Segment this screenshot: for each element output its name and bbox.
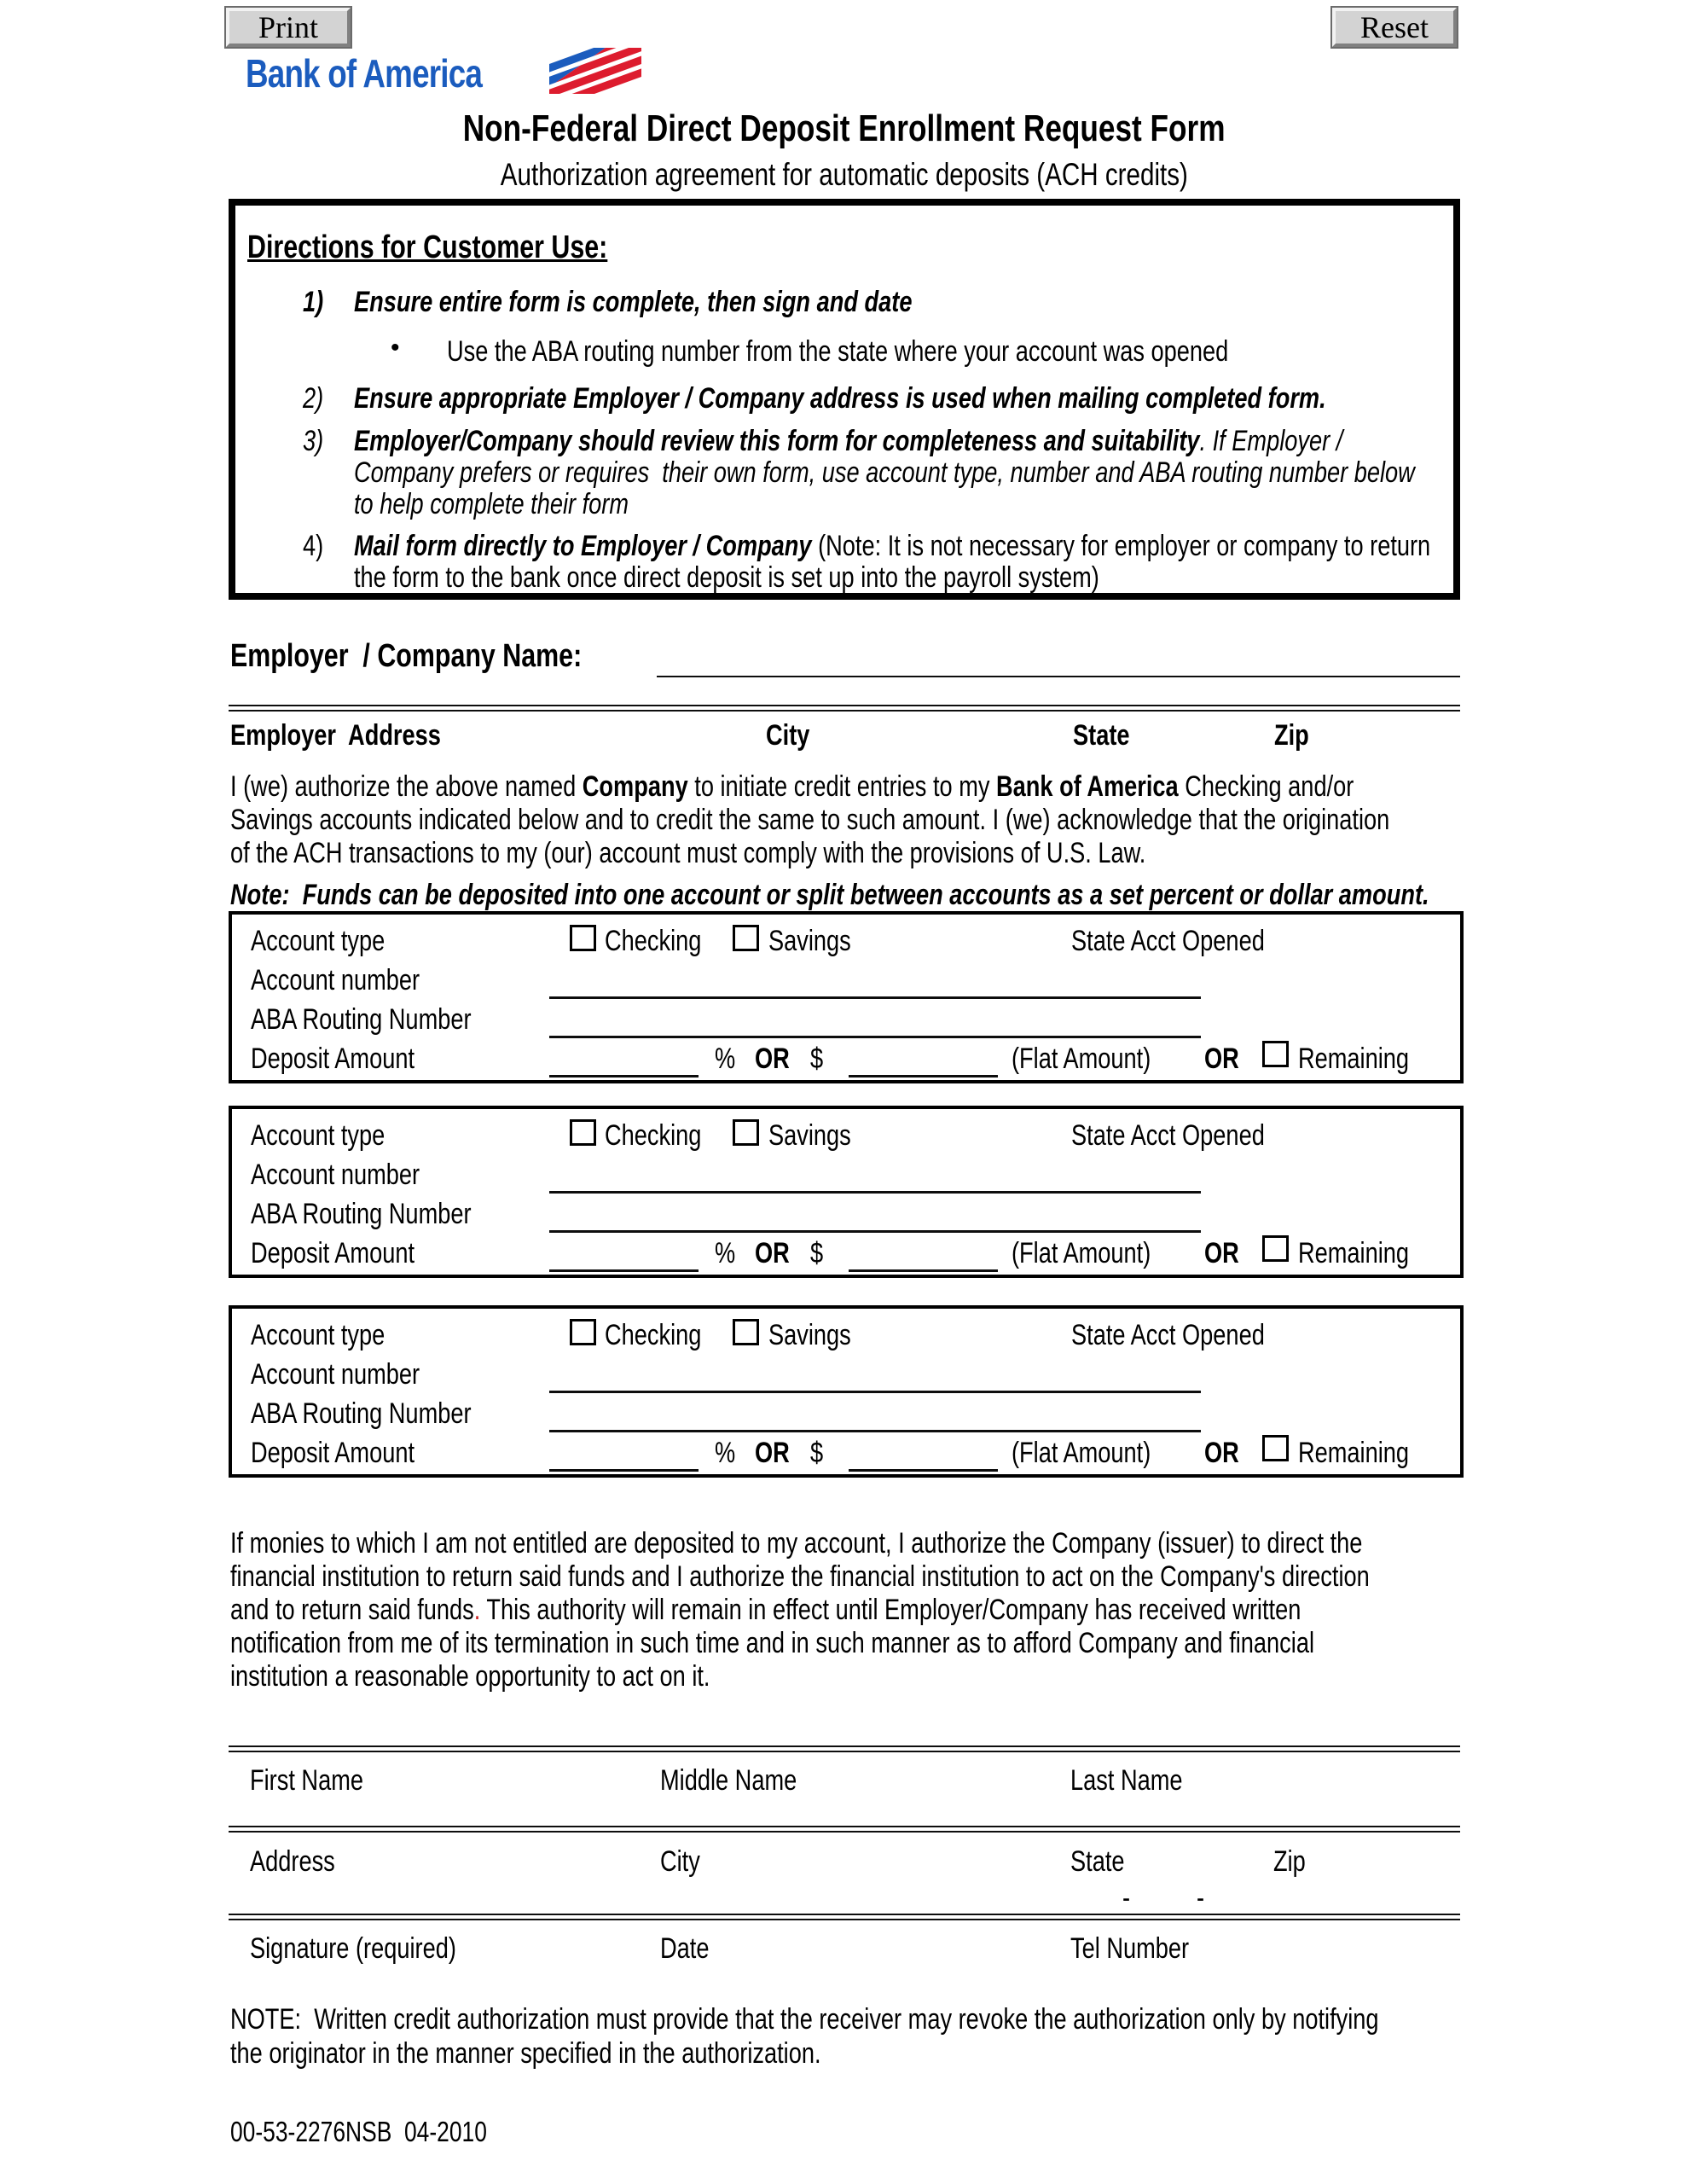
aba-routing-label: ABA Routing Number [251,1397,472,1430]
employer-address-label: Employer Address [230,719,441,752]
form-number: 00-53-2276NSB 04-2010 [230,2116,487,2147]
print-button[interactable]: Print [226,8,351,47]
checking-label: Checking [605,1319,702,1351]
percent-sign: % [715,1043,736,1075]
employer-state-label: State [1073,719,1130,752]
account-number-field[interactable] [549,1191,1201,1194]
percent-sign: % [715,1437,736,1469]
or-label: OR [1204,1237,1239,1269]
state-label: State [1070,1845,1125,1878]
percent-field[interactable] [549,1269,699,1272]
remaining-label: Remaining [1298,1437,1410,1469]
account-number-label: Account number [251,964,420,996]
remaining-checkbox[interactable] [1262,1435,1289,1461]
address-entry-row[interactable] [229,1833,1460,1914]
account-number-field[interactable] [549,996,1201,999]
checking-checkbox[interactable] [570,1119,596,1146]
dollar-sign: $ [810,1237,824,1269]
dollar-sign: $ [810,1043,824,1075]
state-acct-opened-label: State Acct Opened [1071,925,1265,957]
zip-label: Zip [1273,1845,1306,1878]
split-note: Note: Funds can be deposited into one account or split between accounts as a set percent or dollar amount. [230,879,1429,911]
savings-checkbox[interactable] [733,1119,759,1146]
flat-amount-field[interactable] [849,1269,998,1272]
percent-field[interactable] [549,1469,699,1472]
account-box-3 [229,1305,1464,1478]
first-name-label: First Name [250,1764,363,1797]
checking-label: Checking [605,1119,702,1152]
remaining-checkbox[interactable] [1262,1041,1289,1067]
address-label: Address [250,1845,335,1878]
employer-company-name-label: Employer / Company Name: [230,638,583,674]
direction-item-4-number: 4) [303,530,324,562]
divider [229,1914,1460,1920]
auth-line-3: of the ACH transactions to my (our) account must comply with the provisions of U.S. Law. [230,837,1146,869]
date-label: Date [660,1932,710,1965]
or-label: OR [1204,1437,1239,1469]
monies-line-5: institution a reasonable opportunity to act on it. [230,1660,710,1693]
or-label: OR [1204,1043,1239,1075]
flat-amount-field[interactable] [849,1075,998,1077]
aba-routing-label: ABA Routing Number [251,1003,472,1036]
checking-checkbox[interactable] [570,1319,596,1345]
remaining-checkbox[interactable] [1262,1235,1289,1262]
middle-name-label: Middle Name [660,1764,797,1797]
flat-amount-label: (Flat Amount) [1012,1437,1151,1469]
remaining-label: Remaining [1298,1237,1410,1269]
flat-amount-label: (Flat Amount) [1012,1237,1151,1269]
direction-item-2: Ensure appropriate Employer / Company address is used when mailing completed form. [354,382,1326,415]
aba-routing-field[interactable] [549,1430,1201,1432]
flat-amount-label: (Flat Amount) [1012,1043,1151,1075]
account-number-label: Account number [251,1159,420,1191]
savings-checkbox[interactable] [733,925,759,951]
logo-text: Bank of America [246,50,483,96]
direction-item-3-line-3: to help complete their form [354,488,629,520]
aba-routing-label: ABA Routing Number [251,1198,472,1230]
dollar-sign: $ [810,1437,824,1469]
state-acct-opened-label: State Acct Opened [1071,1119,1265,1152]
monies-line-3: and to return said funds. This authority will remain in effect until Employer/Company has received written [230,1594,1301,1626]
monies-line-4: notification from me of its termination in such time and in such manner as to afford Company and financial [230,1627,1314,1659]
reset-button[interactable]: Reset [1332,8,1457,47]
name-entry-row[interactable] [229,1752,1460,1824]
monies-line-2: financial institution to return said funds and I authorize the financial institution to act on the Company's direction [230,1560,1370,1593]
or-label: OR [755,1043,790,1075]
remaining-label: Remaining [1298,1043,1410,1075]
tel-number-label: Tel Number [1070,1932,1190,1965]
authorization-paragraph [230,770,1679,870]
state-acct-opened-label: State Acct Opened [1071,1319,1265,1351]
percent-sign: % [715,1237,736,1269]
footer-note-line-2: the originator in the manner specified in the authorization. [230,2037,821,2070]
deposit-amount-label: Deposit Amount [251,1043,415,1075]
direction-item-4-line-1: Mail form directly to Employer / Company (Note: It is not necessary for employer or company to return [354,530,1431,562]
tel-dash-1: - [1122,1882,1131,1914]
deposit-amount-label: Deposit Amount [251,1237,415,1269]
last-name-label: Last Name [1070,1764,1183,1797]
auth-line-1: I (we) authorize the above named Company to initiate credit entries to my Bank of America Checking and/or [230,770,1354,803]
direction-item-3-line-1: Employer/Company should review this form for completeness and suitability. If Employer / [354,425,1343,457]
page-subtitle: Authorization agreement for automatic deposits (ACH credits) [500,157,1189,192]
divider [229,1745,1460,1752]
direction-item-3-number: 3) [303,425,324,457]
account-type-label: Account type [251,1119,386,1152]
percent-field[interactable] [549,1075,699,1077]
tel-dash-2: - [1197,1882,1205,1914]
or-label: OR [755,1237,790,1269]
aba-routing-field[interactable] [549,1230,1201,1233]
account-number-field[interactable] [549,1391,1201,1393]
direction-bullet-text: Use the ABA routing number from the state where your account was opened [447,335,1229,368]
savings-checkbox[interactable] [733,1319,759,1345]
city-label: City [660,1845,700,1878]
account-box-2 [229,1106,1464,1278]
employer-city-label: City [766,719,810,752]
aba-routing-field[interactable] [549,1036,1201,1038]
bofa-flag-icon [549,48,641,98]
direction-item-3-line-2: Company prefers or requires their own form, use account type, number and ABA routing number below [354,456,1415,489]
checking-label: Checking [605,925,702,957]
signature-entry-row[interactable] [229,1920,1460,1989]
flat-amount-field[interactable] [849,1469,998,1472]
direction-item-1-number: 1) [303,286,324,318]
account-type-label: Account type [251,925,386,957]
deposit-amount-label: Deposit Amount [251,1437,415,1469]
employer-company-name-field[interactable] [657,676,1460,677]
bank-of-america-logo [246,48,641,98]
direction-item-2-number: 2) [303,382,324,415]
signature-label: Signature (required) [250,1932,456,1965]
page-title: Non-Federal Direct Deposit Enrollment Request Form [463,107,1226,149]
savings-label: Savings [768,925,851,957]
directions-heading: Directions for Customer Use: [247,229,608,265]
savings-label: Savings [768,1319,851,1351]
account-box-1 [229,911,1464,1083]
directions-box [229,199,1460,600]
or-label: OR [755,1437,790,1469]
account-number-label: Account number [251,1358,420,1391]
bullet-icon: • [391,334,400,362]
divider [229,705,1460,712]
savings-label: Savings [768,1119,851,1152]
footer-note-line-1: NOTE: Written credit authorization must provide that the receiver may revoke the authorization only by notifying [230,2003,1379,2036]
footer-note [230,2003,1666,2071]
monies-line-1: If monies to which I am not entitled are deposited to my account, I authorize the Company (issuer) to direct the [230,1527,1363,1560]
employer-zip-label: Zip [1274,719,1309,752]
monies-paragraph [230,1527,1655,1693]
auth-line-2: Savings accounts indicated below and to credit the same to such amount. I (we) acknowledge that the origination [230,804,1390,836]
checking-checkbox[interactable] [570,925,596,951]
red-period: . [473,1594,481,1626]
divider [229,1826,1460,1833]
account-type-label: Account type [251,1319,386,1351]
direction-item-1: Ensure entire form is complete, then sign and date [354,286,913,318]
direction-item-4-line-2: the form to the bank once direct deposit is set up into the payroll system) [354,561,1099,594]
